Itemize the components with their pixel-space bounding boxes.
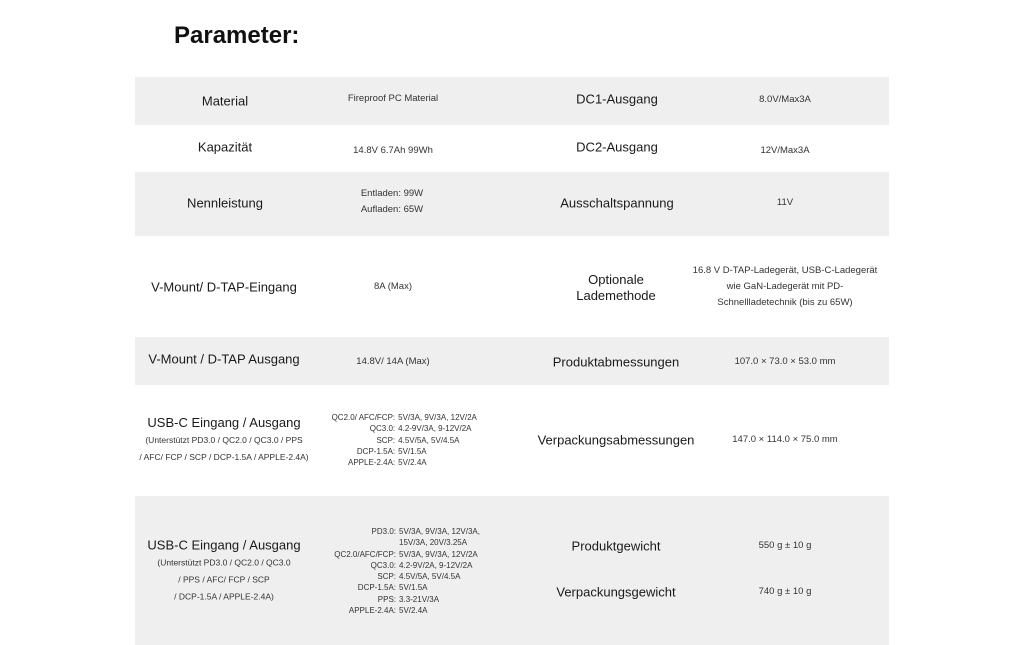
spec-value: 3.3-21V/3A <box>399 594 440 604</box>
spec-key: QC3.0: <box>369 424 396 434</box>
label-charging-method-2: Lademethode <box>576 288 656 303</box>
label-capacity: Kapazität <box>197 139 253 155</box>
spec-row-dtap-input <box>135 236 889 337</box>
label-cutoff: Ausschaltspannung <box>560 195 674 211</box>
label-usbc-1: USB-C Eingang / Ausgang <box>147 415 301 430</box>
usbc-specs-1 <box>325 412 477 468</box>
spec-value: 15V/3A, 20V/3.25A <box>399 538 468 548</box>
spec-key: SCP: <box>377 572 397 581</box>
value-charging-line-1: 16.8 V D-TAP-Ladegerät, USB-C-Ladegerät <box>692 265 878 276</box>
value-product-weight: 550 g ± 10 g <box>758 540 812 551</box>
label-package-dimensions: Verpackungsabmessungen <box>537 432 695 448</box>
spec-line <box>325 434 477 445</box>
spec-row-material <box>135 77 889 125</box>
value-package-dimensions: 147.0 × 114.0 × 75.0 mm <box>732 434 838 445</box>
spec-key: PD3.0: <box>371 526 397 536</box>
spec-line <box>325 423 477 434</box>
spec-value: 5V/1.5A <box>398 446 427 456</box>
usbc-specs-2 <box>322 526 480 616</box>
value-dtap-input: 8A (Max) <box>373 281 413 292</box>
spec-key: DCP-1.5A: <box>357 583 397 593</box>
spec-row-capacity <box>135 125 889 172</box>
page-title: Parameter: <box>174 22 300 49</box>
spec-line <box>325 446 477 457</box>
spec-row-dtap-output <box>135 337 889 385</box>
spec-row-usbc-2 <box>135 496 889 645</box>
label-dc2: DC2-Ausgang <box>576 139 658 155</box>
spec-value: 5V/1.5A <box>399 583 428 593</box>
value-power <box>361 186 423 218</box>
usbc-support-1b: / AFC/ FCP / SCP / DCP-1.5A / APPLE-2.4A) <box>139 452 309 462</box>
label-material: Material <box>201 93 249 109</box>
spec-value: 5V/3A, 9V/3A, 12V/3A, <box>399 526 480 536</box>
label-dtap-input: V-Mount/ D-TAP-Eingang <box>151 279 297 295</box>
value-material: Fireproof PC Material <box>347 93 439 104</box>
value-product-dimensions: 107.0 × 73.0 × 53.0 mm <box>734 356 836 367</box>
spec-value: 5V/2.4A <box>398 457 427 467</box>
usbc-support-2b: / PPS / AFC/ FCP / SCP <box>178 574 270 585</box>
value-charging-method <box>693 263 878 311</box>
value-discharge: Entladen: 99W <box>360 188 424 199</box>
spec-key: SCP: <box>376 435 396 445</box>
value-package-weight: 740 g ± 10 g <box>758 586 812 597</box>
value-dc1: 8.0V/Max3A <box>759 94 811 105</box>
spec-line <box>322 571 480 582</box>
label-product-weight: Produktgewicht <box>571 538 661 554</box>
spec-key: DCP-1.5A: <box>356 446 396 456</box>
spec-key: APPLE-2.4A: <box>348 605 397 615</box>
spec-key <box>322 537 396 548</box>
value-dtap-output: 14.8V/ 14A (Max) <box>356 356 430 367</box>
spec-value: 5V/2.4A <box>399 605 428 615</box>
spec-value: 4.2-9V/3A, 9-12V/2A <box>398 424 472 434</box>
usbc-support-1a: (Unterstützt PD3.0 / QC2.0 / QC3.0 / PPS <box>145 435 303 445</box>
value-charging-line-2: wie GaN-Ladegerät mit PD- <box>726 281 844 292</box>
label-power: Nennleistung <box>187 195 263 211</box>
value-charging-line-3: Schnellladetechnik (bis zu 65W) <box>717 297 853 308</box>
spec-value: 4.5V/5A, 5V/4.5A <box>398 435 460 445</box>
spec-key: QC2.0/ AFC/FCP: <box>331 412 396 422</box>
value-dc2: 12V/Max3A <box>760 145 810 156</box>
spec-line <box>322 560 480 571</box>
label-dc1: DC1-Ausgang <box>576 91 658 107</box>
spec-value: 5V/3A, 9V/3A, 12V/2A <box>399 549 478 559</box>
spec-row-power <box>135 172 889 236</box>
label-charging-method <box>576 272 656 304</box>
spec-value: 4.2-9V/2A, 9-12V/2A <box>399 560 473 570</box>
usbc-label-block-2 <box>147 537 300 606</box>
label-charging-method-1: Optionale <box>588 272 644 287</box>
spec-key: QC3.0: <box>370 560 397 570</box>
spec-key: QC2.0/AFC/FCP: <box>334 549 397 559</box>
usbc-support-2c: / DCP-1.5A / APPLE-2.4A) <box>174 591 274 602</box>
spec-line <box>322 582 480 593</box>
spec-line <box>322 537 480 548</box>
label-usbc-2: USB-C Eingang / Ausgang <box>147 537 301 553</box>
value-capacity: 14.8V 6.7Ah 99Wh <box>353 145 433 156</box>
spec-line <box>322 605 480 616</box>
label-package-weight: Verpackungsgewicht <box>556 584 676 600</box>
value-cutoff: 11V <box>776 197 794 208</box>
spec-line <box>322 526 480 537</box>
spec-row-usbc-1 <box>135 385 889 496</box>
label-product-dimensions: Produktabmessungen <box>552 354 680 370</box>
spec-key: PPS: <box>377 594 397 604</box>
label-dtap-output: V-Mount / D-TAP Ausgang <box>148 351 300 367</box>
usbc-label-block-1 <box>139 414 308 466</box>
value-charge: Aufladen: 65W <box>360 204 424 215</box>
spec-value: 4.5V/5A, 5V/4.5A <box>399 572 461 581</box>
spec-line <box>322 548 480 559</box>
spec-line <box>322 594 480 605</box>
spec-line <box>325 457 477 468</box>
spec-value: 5V/3A, 9V/3A, 12V/2A <box>398 412 477 422</box>
usbc-support-2a: (Unterstützt PD3.0 / QC2.0 / QC3.0 <box>157 557 291 568</box>
spec-line <box>325 412 477 423</box>
spec-key: APPLE-2.4A: <box>348 457 396 467</box>
